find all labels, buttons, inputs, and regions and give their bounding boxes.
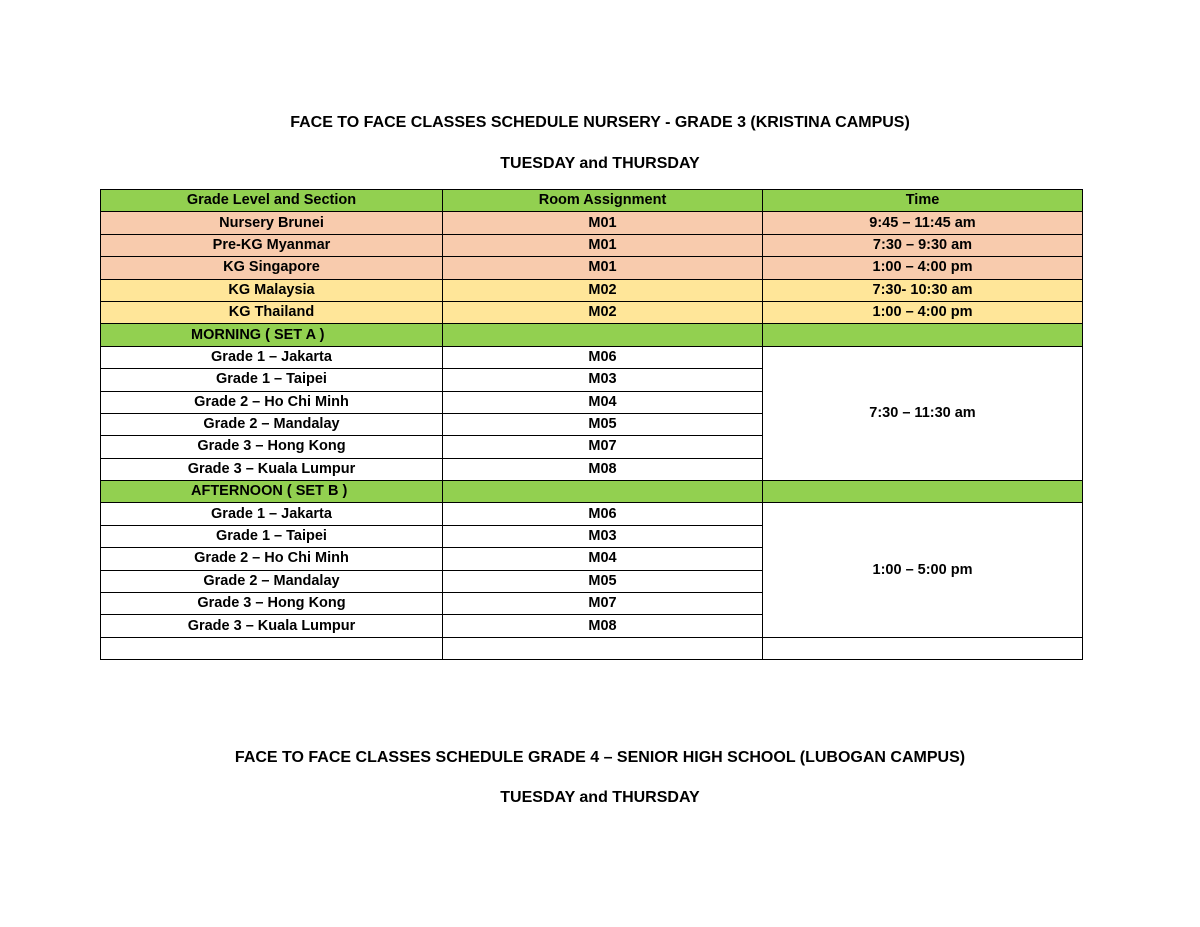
room-cell: M05 [443, 413, 763, 435]
empty-row [101, 637, 1083, 659]
table-row [101, 346, 1083, 368]
empty-cell [443, 481, 763, 503]
empty-cell [443, 637, 763, 659]
section-cell: Grade 3 – Hong Kong [101, 436, 443, 458]
section-cell: Grade 1 – Taipei [101, 369, 443, 391]
room-cell: M01 [443, 234, 763, 256]
room-cell: M04 [443, 391, 763, 413]
empty-cell [763, 324, 1083, 346]
time-cell: 7:30- 10:30 am [763, 279, 1083, 301]
section-cell: Grade 3 – Kuala Lumpur [101, 615, 443, 637]
section-cell: KG Thailand [101, 301, 443, 323]
schedule-title-kristina: FACE TO FACE CLASSES SCHEDULE NURSERY - GRADE 3 (KRISTINA CAMPUS) [290, 114, 910, 131]
time-cell: 9:45 – 11:45 am [763, 212, 1083, 234]
afternoon-time-cell: 1:00 – 5:00 pm [763, 503, 1083, 637]
section-cell: KG Malaysia [101, 279, 443, 301]
section-cell: KG Singapore [101, 257, 443, 279]
afternoon-section-row [101, 481, 1083, 503]
morning-section-label: MORNING ( SET A ) [101, 324, 443, 346]
room-cell: M02 [443, 279, 763, 301]
room-cell: M02 [443, 301, 763, 323]
room-cell: M04 [443, 548, 763, 570]
table-header-row [101, 190, 1083, 212]
room-cell: M06 [443, 346, 763, 368]
room-cell: M03 [443, 525, 763, 547]
empty-cell [443, 324, 763, 346]
room-cell: M07 [443, 593, 763, 615]
section-cell: Grade 3 – Kuala Lumpur [101, 458, 443, 480]
table-row [101, 234, 1083, 256]
schedule-table-kristina [100, 189, 1083, 660]
room-cell: M07 [443, 436, 763, 458]
room-cell: M01 [443, 257, 763, 279]
header-room-assignment: Room Assignment [443, 190, 763, 212]
room-cell: M08 [443, 458, 763, 480]
empty-cell [763, 637, 1083, 659]
section-cell: Grade 2 – Mandalay [101, 570, 443, 592]
table-row [101, 503, 1083, 525]
morning-time-cell: 7:30 – 11:30 am [763, 346, 1083, 480]
section-cell: Grade 1 – Taipei [101, 525, 443, 547]
time-cell: 7:30 – 9:30 am [763, 234, 1083, 256]
morning-section-row [101, 324, 1083, 346]
time-cell: 1:00 – 4:00 pm [763, 257, 1083, 279]
header-grade-level: Grade Level and Section [101, 190, 443, 212]
room-cell: M06 [443, 503, 763, 525]
table-row [101, 257, 1083, 279]
section-cell: Grade 3 – Hong Kong [101, 593, 443, 615]
afternoon-section-label: AFTERNOON ( SET B ) [101, 481, 443, 503]
section-cell: Nursery Brunei [101, 212, 443, 234]
section-cell: Grade 1 – Jakarta [101, 346, 443, 368]
schedule-days-kristina: TUESDAY and THURSDAY [500, 155, 700, 172]
section-cell: Grade 2 – Ho Chi Minh [101, 391, 443, 413]
header-time: Time [763, 190, 1083, 212]
empty-cell [763, 481, 1083, 503]
table-row [101, 212, 1083, 234]
room-cell: M05 [443, 570, 763, 592]
time-cell: 1:00 – 4:00 pm [763, 301, 1083, 323]
room-cell: M08 [443, 615, 763, 637]
room-cell: M01 [443, 212, 763, 234]
schedule-title-lubogan: FACE TO FACE CLASSES SCHEDULE GRADE 4 – SENIOR HIGH SCHOOL (LUBOGAN CAMPUS) [234, 749, 966, 766]
table-row [101, 279, 1083, 301]
section-cell: Grade 2 – Ho Chi Minh [101, 548, 443, 570]
room-cell: M03 [443, 369, 763, 391]
schedule-days-lubogan: TUESDAY and THURSDAY [500, 789, 700, 806]
table-row [101, 301, 1083, 323]
section-cell: Grade 2 – Mandalay [101, 413, 443, 435]
section-cell: Pre-KG Myanmar [101, 234, 443, 256]
empty-cell [101, 637, 443, 659]
section-cell: Grade 1 – Jakarta [101, 503, 443, 525]
